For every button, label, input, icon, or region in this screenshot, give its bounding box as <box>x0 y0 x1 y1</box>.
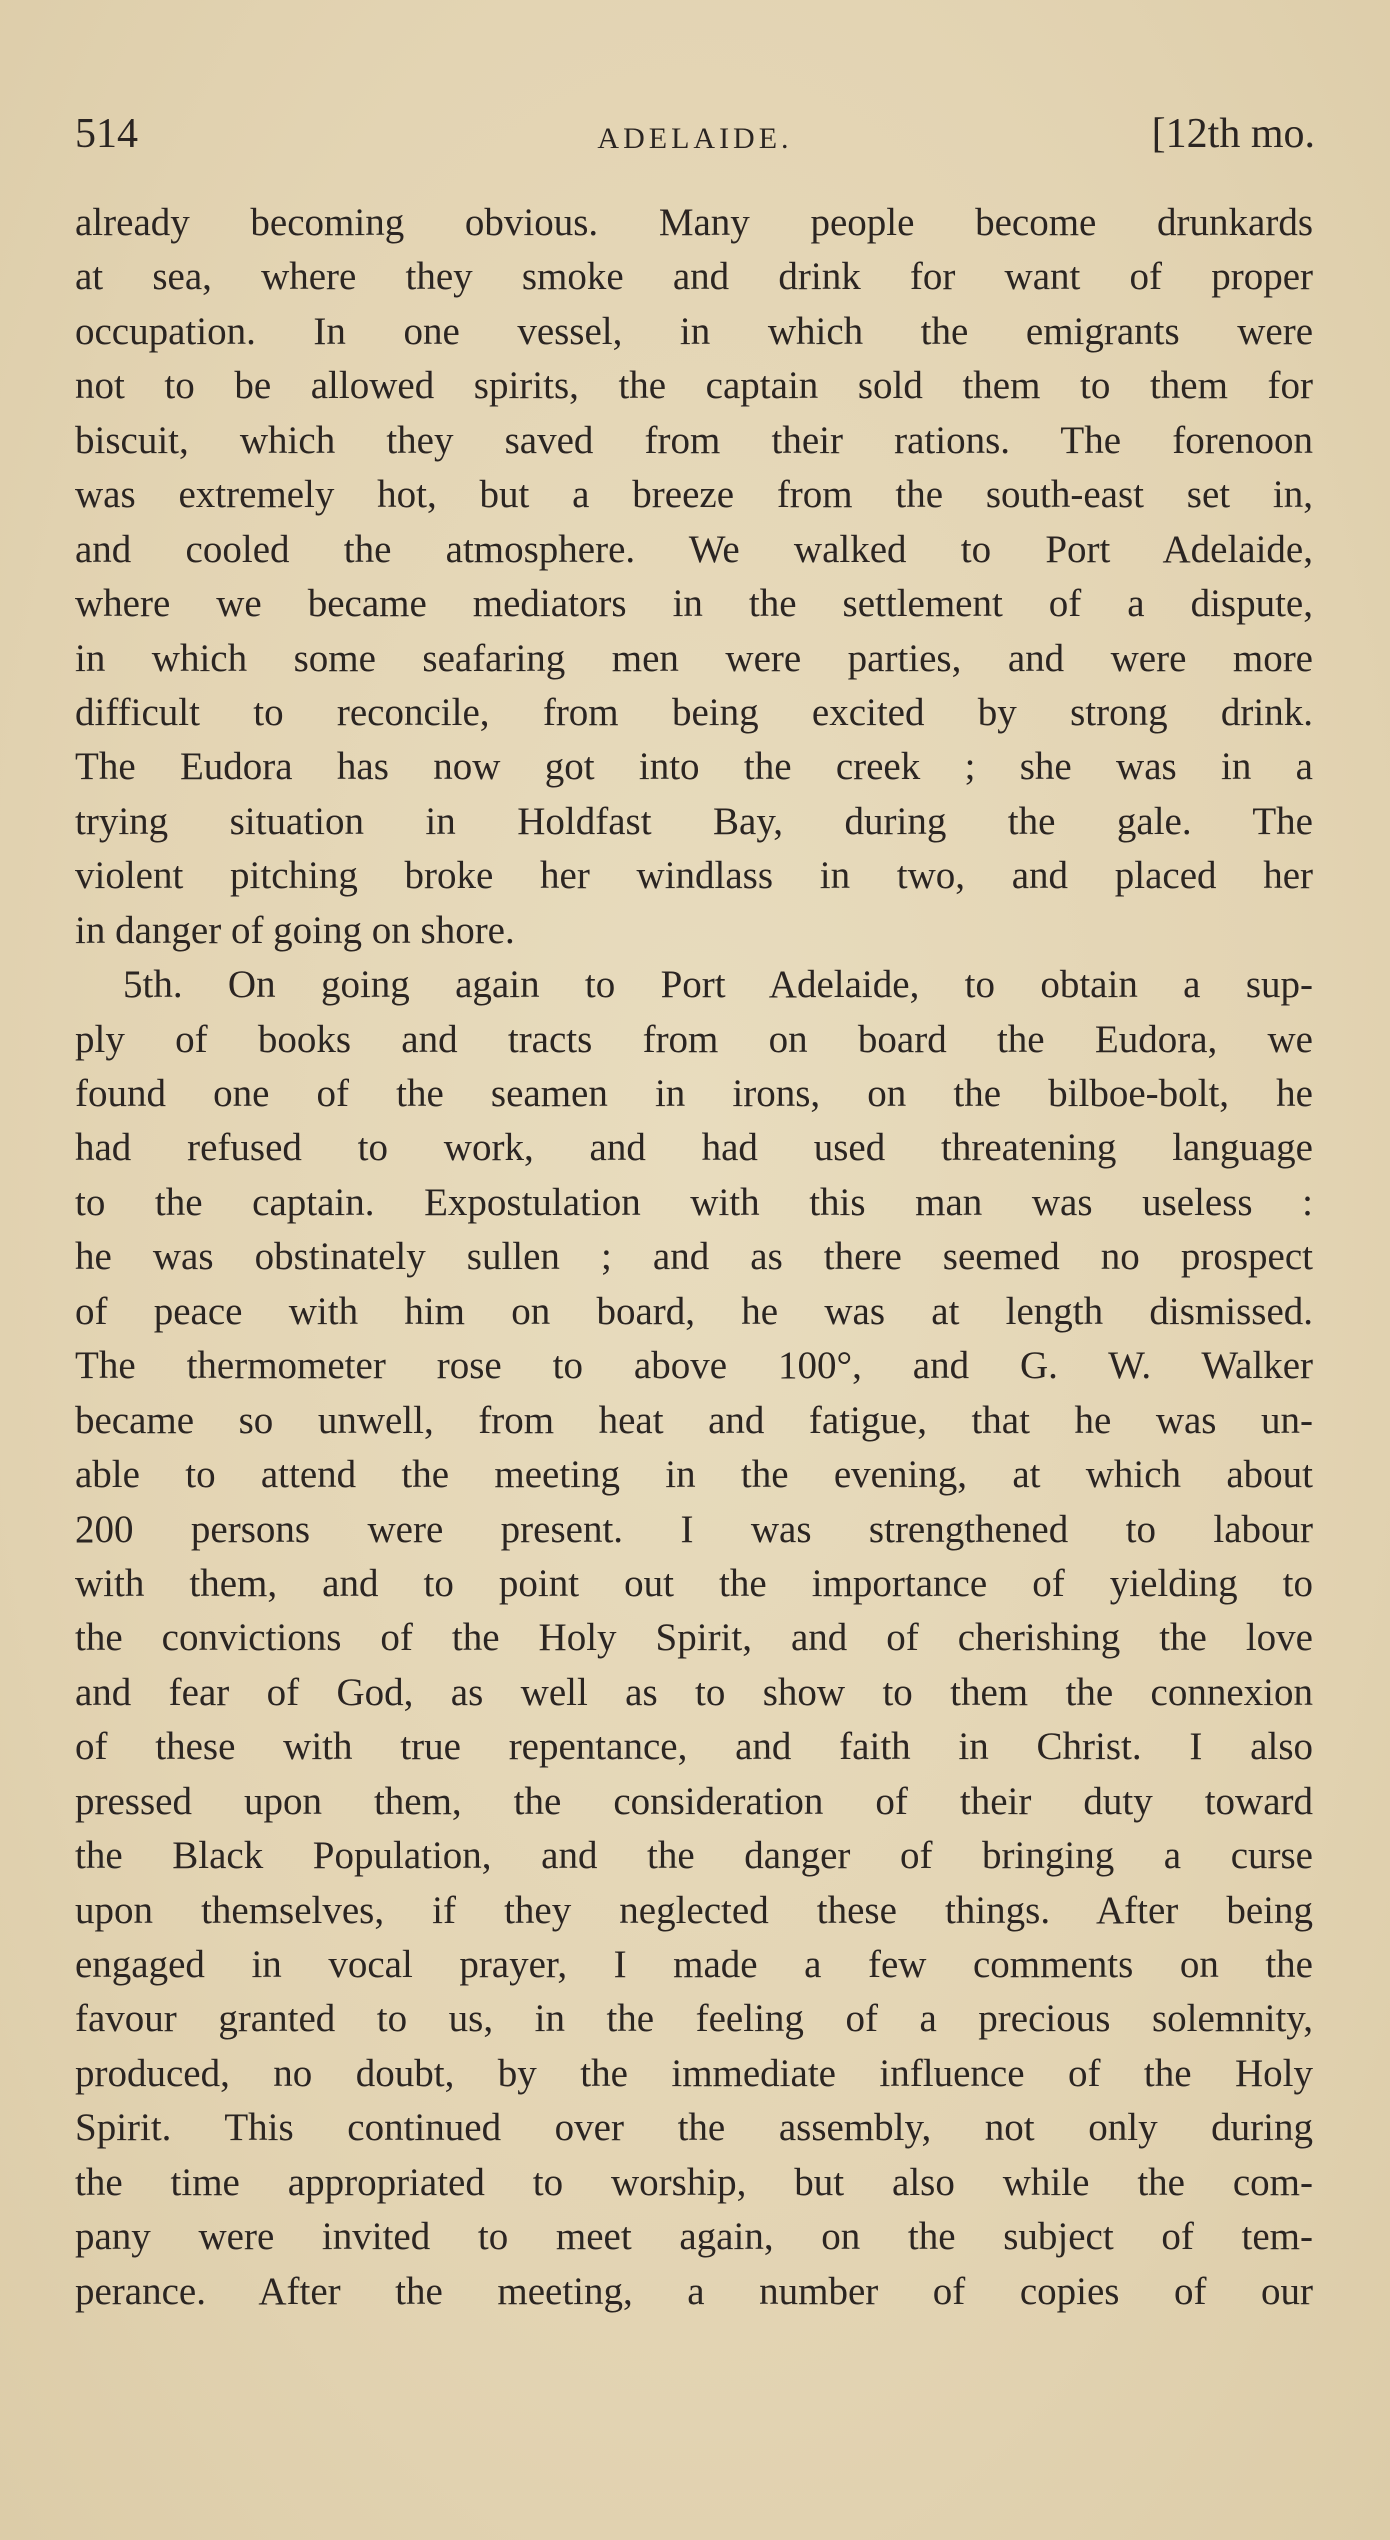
page-header <box>75 110 1315 170</box>
running-head: ADELAIDE. <box>597 122 793 155</box>
text-line: pressed upon them, the consideration of their duty toward <box>75 1779 1313 1823</box>
text-line: biscuit, which they saved from their rations. The forenoon <box>75 418 1313 462</box>
text-line: difficult to reconcile, from being excited by strong drink. <box>75 690 1313 734</box>
text-line: 200 persons were present. I was strengthened to labour <box>75 1507 1313 1551</box>
text-line: where we became mediators in the settlement of a dispute, <box>75 582 1313 626</box>
text-line: of these with true repentance, and faith in Christ. I also <box>75 1725 1313 1769</box>
text-line: produced, no doubt, by the immediate influence of the Holy <box>75 2051 1313 2095</box>
section-mark: [12th mo. <box>1151 111 1315 157</box>
text-line: upon themselves, if they neglected these things. After being <box>75 1888 1313 1932</box>
text-line: favour granted to us, in the feeling of a precious solemnity, <box>75 1997 1313 2041</box>
paragraph-end-line: in danger of going on shore. <box>75 908 515 952</box>
text-line: occupation. In one vessel, in which the emigrants were <box>75 309 1313 353</box>
text-line: found one of the seamen in irons, on the bilboe-bolt, he <box>75 1072 1313 1115</box>
text-line: able to attend the meeting in the evening, at which about <box>75 1453 1313 1497</box>
text-line: was extremely hot, but a breeze from the south-east set in, <box>75 473 1313 517</box>
text-line: trying situation in Holdfast Bay, during the gale. The <box>75 799 1313 843</box>
text-line: of peace with him on board, he was at length dismissed. <box>75 1289 1313 1333</box>
body-text <box>75 196 1313 2319</box>
text-line: The thermometer rose to above 100°, and G. W. Walker <box>75 1344 1313 1388</box>
text-line: to the captain. Expostulation with this man was useless : <box>75 1180 1313 1224</box>
text-line: Spirit. This continued over the assembly, not only during <box>75 2106 1313 2150</box>
text-line: with them, and to point out the importance of yielding to <box>75 1561 1313 1605</box>
text-line: engaged in vocal prayer, I made a few comments on the <box>75 1943 1313 1986</box>
text-line: not to be allowed spirits, the captain sold them to them for <box>75 364 1313 408</box>
text-line: the time appropriated to worship, but also while the com- <box>75 2160 1313 2204</box>
text-line: violent pitching broke her windlass in two, and placed her <box>75 854 1313 898</box>
text-line: the convictions of the Holy Spirit, and of cherishing the love <box>75 1616 1313 1660</box>
text-line: ply of books and tracts from on board the Eudora, we <box>75 1017 1313 1061</box>
page-number: 514 <box>75 111 138 157</box>
text-line: and fear of God, as well as to show to them the connexion <box>75 1670 1313 1714</box>
text-line: had refused to work, and had used threatening language <box>75 1126 1313 1170</box>
text-line: became so unwell, from heat and fatigue, that he was un- <box>75 1398 1313 1442</box>
text-line: The Eudora has now got into the creek ; she was in a <box>75 745 1313 789</box>
text-line: perance. After the meeting, a number of copies of our <box>75 2269 1313 2313</box>
text-line: and cooled the atmosphere. We walked to Port Adelaide, <box>75 527 1313 571</box>
text-line: pany were invited to meet again, on the subject of tem- <box>75 2215 1313 2259</box>
text-line: at sea, where they smoke and drink for want of proper <box>75 255 1313 299</box>
text-line: he was obstinately sullen ; and as there seemed no prospect <box>75 1235 1313 1279</box>
text-line: in which some seafaring men were parties, and were more <box>75 636 1313 680</box>
text-line: already becoming obvious. Many people become drunkards <box>75 201 1313 244</box>
text-line: the Black Population, and the danger of bringing a curse <box>75 1834 1313 1878</box>
paragraph-start-line: 5th. On going again to Port Adelaide, to obtain a sup- <box>123 963 1313 1007</box>
